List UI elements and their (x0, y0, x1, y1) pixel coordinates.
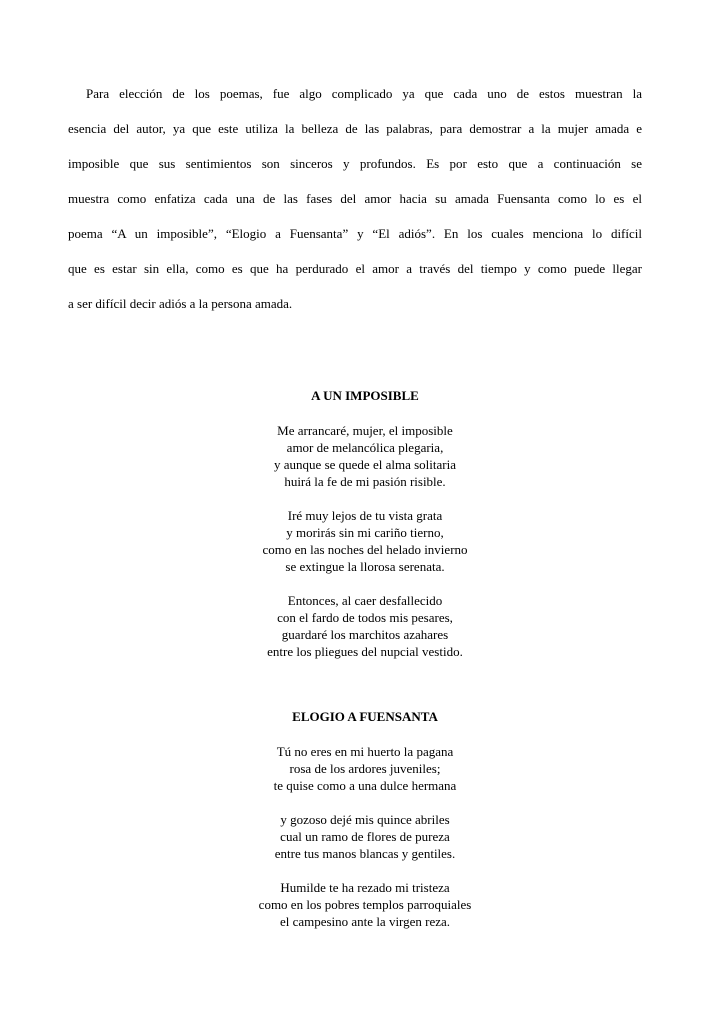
poem-stanza (230, 507, 500, 575)
poem-verse: te quise como a una dulce hermana (273, 778, 457, 793)
intro-line: esencia del autor, ya que este utiliza la belleza de las palabras, para demostrar a la mujer amada e (68, 121, 642, 136)
intro-line: a ser difícil decir adiós a la persona amada. (68, 296, 293, 311)
poem-verse: guardaré los marchitos azahares (281, 627, 449, 642)
poem-verse: rosa de los ardores juveniles; (289, 761, 441, 776)
poem-verse: el campesino ante la virgen reza. (279, 914, 451, 929)
poem-title: ELOGIO A FUENSANTA (292, 709, 438, 724)
poem-verse: como en los pobres templos parroquiales (258, 897, 472, 912)
poem-verse: y aunque se quede el alma solitaria (274, 457, 456, 472)
poem-verse: Iré muy lejos de tu vista grata (287, 508, 443, 523)
poem-stanza (230, 592, 500, 660)
poem-verse: con el fardo de todos mis pesares, (277, 610, 453, 625)
intro-line: muestra como enfatiza cada una de las fases del amor hacia su amada Fuensanta como lo es el (68, 191, 642, 206)
poem-a-un-imposible (230, 388, 500, 677)
poem-verse: cual un ramo de flores de pureza (280, 829, 450, 844)
poem-verse: Humilde te ha rezado mi tristeza (280, 880, 450, 895)
poem-verse: y gozoso dejé mis quince abriles (280, 812, 450, 827)
poem-stanza (230, 879, 500, 930)
poem-verse: se extingue la llorosa serenata. (285, 559, 445, 574)
poem-stanza (230, 811, 500, 862)
intro-line: Para elección de los poemas, fue algo complicado ya que cada uno de estos muestran la (86, 86, 642, 101)
poem-verse: entre tus manos blancas y gentiles. (274, 846, 456, 861)
poem-verse: Entonces, al caer desfallecido (287, 593, 443, 608)
intro-line: imposible que sus sentimientos son sinceros y profundos. Es por esto que a continuación se (68, 156, 642, 171)
intro-line: poema “A un imposible”, “Elogio a Fuensanta” y “El adiós”. En los cuales menciona lo difícil (68, 226, 642, 241)
poem-elogio-a-fuensanta (230, 709, 500, 947)
poem-verse: huirá la fe de mi pasión risible. (284, 474, 446, 489)
poem-verse: y morirás sin mi cariño tierno, (286, 525, 444, 540)
intro-line: que es estar sin ella, como es que ha perdurado el amor a través del tiempo y como puede llegar (68, 261, 642, 276)
poem-verse: Tú no eres en mi huerto la pagana (276, 744, 454, 759)
poem-verse: amor de melancólica plegaria, (286, 440, 444, 455)
poem-verse: Me arrancaré, mujer, el imposible (277, 423, 453, 438)
poem-stanza (230, 422, 500, 490)
poem-stanza (230, 743, 500, 794)
poem-verse: entre los pliegues del nupcial vestido. (267, 644, 463, 659)
intro-paragraph (68, 86, 642, 331)
poem-verse: como en las noches del helado invierno (262, 542, 468, 557)
poem-title: A UN IMPOSIBLE (311, 388, 419, 403)
